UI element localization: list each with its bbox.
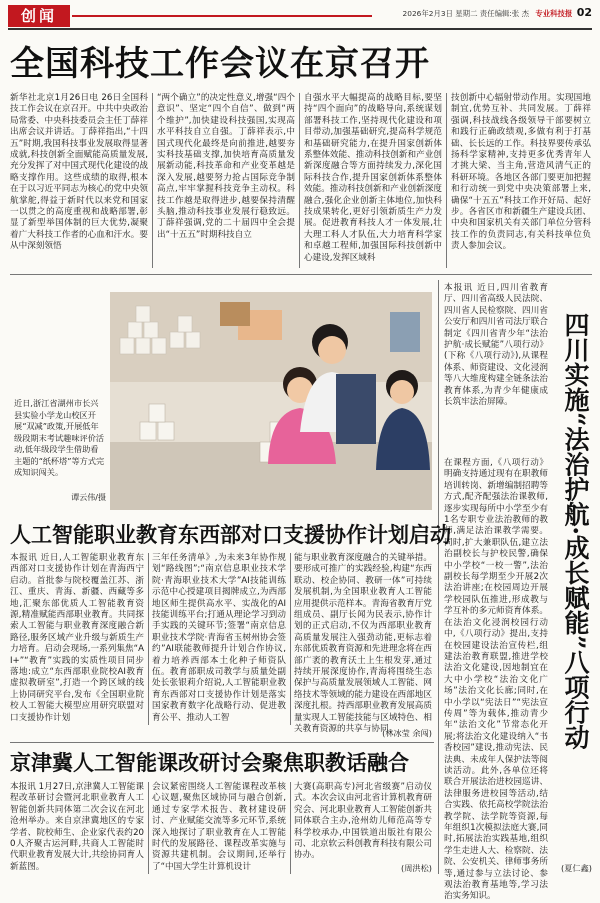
- headline-ai-vocational: 人工智能职业教育东西部对口支援协作计划启动: [10, 523, 451, 547]
- article4-top: 本报讯 近日,四川省教育厅、四川省高级人民法院、四川省人民检察院、四川省公安厅和四川省司法厅联合制定《四川省青少年“法治护航·成长赋能”八项行动》(下称《八项行动》),从课程体系、师资建设、文化浸润等八大维度构建全链条法治教育体系,为青少年健康成长筑牢法治屏障。: [444, 283, 548, 408]
- article4-byline: (夏仁鑫): [561, 863, 592, 873]
- article3-byline: (周洪松): [401, 863, 432, 873]
- article3-col3: 大赛(高职高专)河北省级赛”启动仪式。本次会议由河北省计算机教育研究会、河北职业教育人工智能创新共同体联合主办,沧州幼儿师范高等专科学校承办,中国铁道出版社有限公司、北京软云科创教育科技有限公司协办。: [294, 782, 432, 861]
- article2-byline: (林冰莹 余闯): [382, 728, 432, 738]
- article3-col1: 本报讯 1月27日,京津冀人工智能课程改革研讨会暨河北职业教育人工智能创新共同体第二次会议在河北沧州举办。来自京津冀地区的专家学者、院校师生、企业家代表约200人齐聚古运河畔,共商人工智能时代职业教育发展大计,共绘协同育人新蓝图。: [10, 782, 144, 872]
- article1-col3: 自强水平大幅提高的战略目标,要坚持“四个面向”的战略导向,系统谋划部署科技工作,坚持现代化建设和项目带动,加强基础研究,提高科学规范和基础研究能力,在提升国家创新体系整体效能、推动科技创新和产业创新深度融合等方面持续发力,深化国际科技合作,提升国家创新体系整体效能。推动科技创新和产业创新深度融合,强化企业创新主体地位,加快科技成果转化,更好引领新质生产力发展。促进教育科技人才一体发展,壮大理工科人才队伍,大力培育科学家和卓越工程师,加强国际科技创新中心建设,发挥区域科: [304, 93, 442, 263]
- section-divider: [10, 274, 592, 275]
- article2-col3: 能与职业教育深度融合的关键举措。要形成可推广的实践经验,构建“东西联动、校企协同、教研一体”可持续发展机制,为全国职业教育人工智能应用提供示范样本。青海省教育厅党组成员、副厅长闻为民表示,协作计划的正式启动,不仅为西部职业教育高质量发展注入强劲动能,更标志着东部优质教育资源和先进理念将在西部广袤的教育沃土上生根发芽,通过持续开展深度协作,青海将围绕生态保护与高质量发展领域人工智能、网络技术等领域的能力建设在西部地区深度扎根。持西部职业教育发展高质量实现人工智能技能与区域特色、相关教育资源的共享与协同。: [294, 553, 432, 735]
- column-divider: [446, 93, 447, 268]
- header-divider: [8, 28, 592, 30]
- column-divider: [290, 553, 291, 725]
- article1-col4: 技创新中心辐射带动作用。实现国地制宜,优势互补、共同发展。丁薛祥强调,科技战线各级领导干部要树立和践行正确政绩观,多做有利于打基础、长长远的工作。科技界要传承弘扬科学家精神,支持更多优秀青年人才挑大梁、当主角,营造风清气正的科研环境。各地区各部门要更加把握和行动统一到党中央决策部署上来,确保“十五五”科技工作开好局、起好步。各省区市和新疆生产建设兵团、中央和国家机关有关部门单位分管科技工作的负责同志,有关科技单位负责人参加会议。: [451, 93, 591, 252]
- column-divider: [290, 782, 291, 874]
- header-info: [370, 6, 592, 20]
- photo-credit: 谭云伟/摄: [71, 493, 106, 502]
- article4-main: 在课程方面,《八项行动》明确支持通过现有在职教师培训转岗、新增编制招聘等方式,配齐配强法治课教师,逐步实现每所中小学至少有1名专职专业法治教师的教师,满足法治课教学需要。同时,扩大兼职队伍,建立法治副校长与护校民警,确保中小学校“一校一警”,法治副校长每学期至少开展2次法治讲座;在校园周边开展学校园队伍推进,形成教与学互补的多元师资育体系。在法治文化浸润校园行动中,《八项行动》提出,支持在校园建设法治宣传栏,组建法治教育联盟,推进学校法治文化建设,因地制宜在大中小学校“法治文化广场”法治文化长廊;同时,在中小学以“宪法日”“宪法宣传周”等为载体,推动青少年“法治文化”节常态化开展;将法治文化建设纳入“书香校园”建设,推动宪法、民法典、未成年人保护法等阅读活动。此外,各单位还将联合开展法治进校园巡讲、法律服务进校园等活动,结合实践、依托高校学院法治教学院、法学院等资源,每年组织1次模拟法庭大赛,同时,拓展法治实践基地,组织学生走进人大、检察院、法院、公安机关、律师事务所等,通过参与立法讨论、参观法治教育基地等,学习法治实务知识。: [444, 458, 548, 902]
- article2-col1: 本报讯 近日,人工智能职业教育东西部对口支援协作计划在青海西宁启动。首批参与院校覆盖江苏、浙江、重庆、青海、新疆、西藏等多地,汇聚东部优质人工智能教育资源,精准赋能西部职业教育。共同探索人工智能与职业教育深度融合新路径,服务区域产业升级与新质生产力培育。启动会现场,一系列集焦“AI+”“教育”实践的实质性项目同步落地:成立“东西部职业院校AI教育虚拟教研室”,打造一个跨区域的线上协同研究平台,发布《全国职业院校人工智能大模型应用研究联盟对口支援协作计划: [10, 553, 144, 723]
- column-divider: [152, 93, 153, 268]
- news-photo: [110, 292, 432, 510]
- headline-science-conference: 全国科技工作会议在京召开: [10, 44, 430, 84]
- column-divider: [148, 553, 149, 725]
- logo-text: 专业科技报: [535, 9, 573, 18]
- photo-caption: 近日,浙江省湖州市长兴县实验小学龙山校区开展“双减”政策,开展低年级段期末考试趣味评价活动,低年级段学生借助看主题的“纸杯塔”等方式完成知识闯关。: [14, 398, 105, 477]
- section-divider: [10, 742, 434, 743]
- column-divider: [438, 280, 439, 874]
- article2-col3-tail: 持西部职业教育发展高质量实现人工智能技能与区域特色、相关教育资源的共享与协同。: [294, 701, 432, 735]
- page-number: 02: [576, 6, 592, 19]
- article1-col2: “两个确立”的决定性意义,增强“四个意识”、坚定“四个自信”、做到“两个维护”,加快建设科技强国,实现高水平科技自立自强。丁薛祥表示,中国式现代化最终是向前推进,越要夯实科技基础支撑,加快培育高质量发展新动能,科技革命和产业变革越是深入发展,越要努力抢占国际竞争制高点,牢牢掌握科技竞争主动权。科技工作越是取得进步,越要保持清醒头脑,推动科技事业发展行稳致远。丁薛祥强调,党的二十届四中全会提出“十五五”时期科技自立: [157, 93, 295, 240]
- article3-col2: 会议紧密围绕人工智能课程改革核心议题,聚焦区域协同与融合创新,通过专家学术报告、教材建设研讨、产业赋能交流等多元环节,系统深入地探讨了职业教育在人工智能时代的发展路径、课程改革实施与资源共建机制。会议期间,还举行了“中国大学生计算机设计: [152, 782, 286, 872]
- headline-sichuan-legal: 四川实施“法治护航·成长赋能”八项行动: [561, 312, 590, 750]
- date-info: 2026年2月3日 星期二 责任编辑:张 杰: [402, 9, 529, 18]
- column-divider: [299, 93, 300, 268]
- column-divider: [148, 782, 149, 874]
- section-tag: 创闻: [8, 5, 70, 27]
- article1-col1: 新华社北京1月26日电 26日全国科技工作会议在京召开。中共中央政治局常委、中央科技委员会主任丁薛祥出席会议并讲话。丁薛祥指出,“十四五”时期,我国科技事业发展取得显著成就,科技创新全面赋能高质量发展,充分发挥了对中国式现代化建设的战略支撑作用。这些成绩的取得,根本在于以习近平同志为核心的党中央领航掌舵,得益于新时代以来党和国家一以贯之的高度重视和战略部署,彰显了新型举国体制的巨大优势,凝聚着广大科技工作者的心血和汗水。要从中深刻领悟: [10, 93, 148, 252]
- headline-jingjinji-ai: 京津冀人工智能课改研讨会聚焦职教话融合: [10, 751, 409, 775]
- article2-col2: 三年任务清单》,为未来3年协作规划“路线图”;“南京信息职业技术学院·青海职业技术大学”AI技能训练示范中心授建项目揭牌成立,为西部地区师生提供高水平、实战化的AI技能训练平台;打通从理论学习到动手实践的关键环节;签署“南京信息职业技术学院·青海省玉树州协会签约”AI联能教师提升计划合作协议,着力培养西部本土化种子师资队伍。教育部职成司教学与质量处副处长张银莉介绍说,人工智能职业教育东西部对口支援协作计划是落实国家教育数字化战略行动、促进教育公平、推动人工智: [152, 553, 286, 723]
- masthead-rule: [72, 15, 372, 17]
